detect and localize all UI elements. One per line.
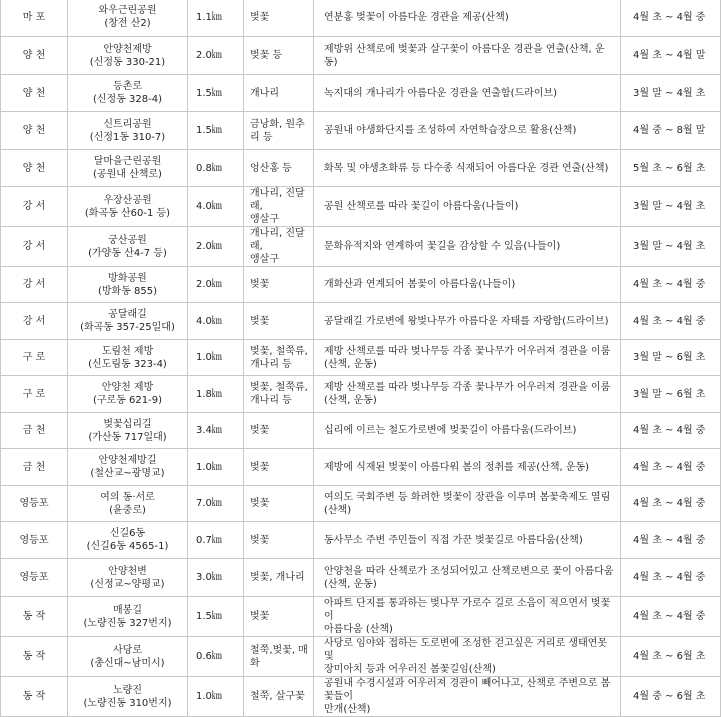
- place-line: 사당로: [113, 644, 142, 656]
- place-line: 방화공원: [108, 272, 147, 284]
- flowers-line: 벚꽃: [250, 11, 270, 23]
- description-line: 공달래길 가로변에 왕벚나무가 아름다운 자태를 자랑함(드라이브): [324, 315, 609, 327]
- place-cell: [68, 187, 188, 227]
- length-cell: 1.1㎞: [188, 0, 244, 37]
- length-cell: 1.5㎞: [188, 112, 244, 150]
- table-row: [1, 677, 721, 717]
- description-cell: [314, 112, 621, 150]
- place-line: (구로동 621-9): [92, 395, 163, 406]
- place-line: 궁산공원: [108, 234, 147, 246]
- place-cell: [68, 150, 188, 187]
- description-cell: [314, 413, 621, 449]
- district-cell: 양 천: [1, 37, 68, 75]
- place-line: 달마을근린공원: [93, 156, 162, 167]
- description-cell: [314, 449, 621, 486]
- flowers-cell: [244, 150, 314, 187]
- table-row: [1, 267, 721, 303]
- place-line: (신길6동 4565-1): [86, 541, 169, 552]
- district-cell: 양 천: [1, 112, 68, 150]
- description-cell: [314, 187, 621, 227]
- place-line: 매봉길: [113, 604, 142, 616]
- description-cell: [314, 340, 621, 376]
- flowers-line: 벚꽃: [250, 498, 270, 509]
- place-cell: [68, 227, 188, 267]
- period-cell: 4월 초 ~ 4월 중: [621, 267, 721, 303]
- length-cell: 3.0㎞: [188, 559, 244, 597]
- description-cell: [314, 0, 621, 37]
- description-cell: [314, 637, 621, 677]
- place-line: (가산동 717일대): [88, 431, 167, 443]
- district-cell: 동 작: [1, 597, 68, 637]
- table-row: [1, 112, 721, 150]
- flowers-cell: [244, 112, 314, 150]
- table-row: [1, 376, 721, 413]
- district-cell: 영등포: [1, 522, 68, 559]
- flowers-cell: [244, 413, 314, 449]
- district-cell: 동 작: [1, 677, 68, 717]
- table-body: [1, 0, 721, 717]
- period-cell: 4월 초 ~ 4월 중: [621, 597, 721, 637]
- place-line: (철산교~광명교): [90, 468, 165, 479]
- place-line: 와우근린공원: [98, 5, 157, 16]
- place-line: 안양천제방: [103, 43, 152, 55]
- place-cell: [68, 267, 188, 303]
- description-cell: [314, 267, 621, 303]
- flowers-line: 철쭉,벚꽃, 매화: [250, 644, 308, 669]
- description-cell: [314, 75, 621, 112]
- description-line: 아파트 단지를 통과하는 벚나무 가로수 길로 소음이 적으면서 벚꽃이: [324, 598, 611, 622]
- description-line: 제방에 식재된 벚꽃이 아름다워 봄의 정취를 제공(산책, 운동): [324, 461, 590, 473]
- description-line: (산책, 운동): [324, 578, 377, 590]
- place-line: (노량진동 310번지): [83, 697, 172, 709]
- length-cell: 1.5㎞: [188, 75, 244, 112]
- place-cell: [68, 37, 188, 75]
- place-line: (화곡동 357-25일대): [80, 322, 175, 333]
- place-line: (방화동 855): [97, 285, 158, 297]
- flowers-cell: [244, 303, 314, 340]
- place-line: 안양천변: [108, 565, 147, 577]
- table-row: [1, 0, 721, 37]
- place-line: (신정동 330-21): [89, 56, 166, 68]
- place-cell: [68, 376, 188, 413]
- place-line: 노량진: [113, 684, 142, 696]
- description-line: 공원내 야생화단지를 조성하여 자연학습장으로 활용(산책): [324, 125, 577, 136]
- district-cell: 강 서: [1, 267, 68, 303]
- flowers-line: 개나리 등: [250, 358, 292, 370]
- description-cell: [314, 677, 621, 717]
- length-cell: 1.0㎞: [188, 449, 244, 486]
- place-line: (창전 산2): [104, 18, 151, 29]
- description-line: 아름다움 (산책): [324, 624, 393, 635]
- description-line: 녹지대의 개나리가 아름다운 경관을 연출함(드라이브): [324, 87, 558, 99]
- length-cell: 1.8㎞: [188, 376, 244, 413]
- period-cell: 4월 초 ~ 4월 말: [621, 37, 721, 75]
- flowers-line: 벚꽃, 철쭉류,: [250, 382, 308, 393]
- flowers-cell: [244, 597, 314, 637]
- place-line: (신도림동 323-4): [88, 358, 167, 370]
- flowers-cell: [244, 449, 314, 486]
- description-cell: [314, 597, 621, 637]
- table-row: [1, 187, 721, 227]
- period-cell: 4월 초 ~ 4월 중: [621, 413, 721, 449]
- description-cell: [314, 303, 621, 340]
- period-cell: 4월 초 ~ 4월 중: [621, 449, 721, 486]
- place-line: (화곡동 산60-1 등): [84, 207, 171, 219]
- length-cell: 0.7㎞: [188, 522, 244, 559]
- flowers-line: 엉산홍 등: [250, 162, 292, 174]
- description-cell: [314, 227, 621, 267]
- flowers-line: 개나리, 진달래,: [250, 228, 305, 252]
- table-row: [1, 150, 721, 187]
- flowers-line: 금낭화, 원추리 등: [250, 118, 305, 143]
- place-line: (가양동 산4-7 등): [88, 247, 167, 259]
- description-line: 제방 산책로를 따라 벚나무등 각종 꽃나무가 어우러져 경관을 이룸(산책, 운동): [324, 345, 611, 370]
- table-row: [1, 340, 721, 376]
- period-cell: 3월 말 ~ 6월 초: [621, 376, 721, 413]
- period-cell: 4월 초 ~ 4월 중: [621, 559, 721, 597]
- flowers-cell: [244, 37, 314, 75]
- flowers-cell: [244, 0, 314, 37]
- period-cell: 4월 초 ~ 4월 중: [621, 0, 721, 37]
- period-cell: 4월 초 ~ 4월 중: [621, 486, 721, 522]
- place-line: 안양천 제방: [101, 382, 154, 393]
- description-line: 동사무소 주변 주민들이 직접 가꾼 벚꽃길로 아름다움(산책): [324, 534, 583, 546]
- length-cell: 2.0㎞: [188, 267, 244, 303]
- flowers-line: 벚꽃, 철쭉류,: [250, 345, 308, 357]
- district-cell: 강 서: [1, 187, 68, 227]
- place-line: (신정동 328-4): [92, 94, 163, 105]
- flowers-cell: [244, 677, 314, 717]
- flowers-cell: [244, 75, 314, 112]
- place-cell: [68, 0, 188, 37]
- place-line: 여의 동·서로: [100, 491, 155, 503]
- period-cell: 4월 초 ~ 6월 초: [621, 637, 721, 677]
- district-cell: 영등포: [1, 559, 68, 597]
- length-cell: 1.5㎞: [188, 597, 244, 637]
- description-line: 장미아치 등과 어우러진 봄꽃길임(산책): [324, 664, 496, 675]
- length-cell: 3.4㎞: [188, 413, 244, 449]
- district-cell: 마 포: [1, 0, 68, 37]
- description-line: 제방위 산책로에 벚꽃과 살구꽃이 아름다운 경관을 연출(산책, 운동): [324, 43, 605, 68]
- place-line: 안양천제방길: [98, 455, 157, 466]
- place-line: 신트리공원: [103, 118, 152, 130]
- table-row: [1, 637, 721, 677]
- place-cell: [68, 486, 188, 522]
- place-line: 신길6동: [109, 528, 146, 539]
- table-row: [1, 449, 721, 486]
- period-cell: 3월 말 ~ 4월 초: [621, 187, 721, 227]
- place-line: (노량진동 327번지): [83, 617, 172, 629]
- description-line: 여의도 국회주변 등 화려한 벚꽃이 장관을 이루며 봄꽃축제도 열림(산책): [324, 491, 611, 516]
- description-line: 만개(산책): [324, 704, 371, 715]
- flowers-line: 앵살구: [250, 254, 279, 265]
- district-cell: 금 천: [1, 413, 68, 449]
- description-cell: [314, 37, 621, 75]
- description-cell: [314, 376, 621, 413]
- length-cell: 2.0㎞: [188, 227, 244, 267]
- flowers-line: 벚꽃: [250, 611, 270, 622]
- flowers-cell: [244, 486, 314, 522]
- district-cell: 영등포: [1, 486, 68, 522]
- description-cell: [314, 150, 621, 187]
- place-cell: [68, 340, 188, 376]
- flowers-cell: [244, 376, 314, 413]
- flowers-line: 개나리: [250, 87, 279, 99]
- place-line: 도림천 제방: [101, 345, 154, 357]
- length-cell: 0.8㎞: [188, 150, 244, 187]
- table-row: [1, 413, 721, 449]
- place-cell: [68, 522, 188, 559]
- description-line: 개화산과 연계되어 봄꽃이 아름다움(나들이): [324, 279, 516, 290]
- description-line: 화목 및 야생초화류 등 다수종 식재되어 아름다운 경관 연출(산책): [324, 162, 609, 174]
- district-cell: 구 로: [1, 340, 68, 376]
- place-line: (신정1동 310-7): [89, 131, 166, 143]
- period-cell: 5월 초 ~ 6월 초: [621, 150, 721, 187]
- flowers-line: 벚꽃: [250, 425, 270, 436]
- place-line: 등촌로: [113, 81, 142, 92]
- table-row: [1, 37, 721, 75]
- place-line: (총신대~남미시): [90, 657, 165, 669]
- flowers-line: 벚꽃: [250, 279, 270, 290]
- place-cell: [68, 75, 188, 112]
- flowers-cell: [244, 559, 314, 597]
- period-cell: 3월 말 ~ 4월 초: [621, 227, 721, 267]
- flowers-cell: [244, 187, 314, 227]
- table-row: [1, 227, 721, 267]
- place-cell: [68, 559, 188, 597]
- period-cell: 4월 중 ~ 8월 말: [621, 112, 721, 150]
- length-cell: 1.0㎞: [188, 340, 244, 376]
- table-row: [1, 303, 721, 340]
- place-cell: [68, 597, 188, 637]
- description-line: 안양천을 따라 산책로가 조성되어있고 산책로변으로 꽃이 아름다움: [324, 565, 614, 577]
- period-cell: 3월 말 ~ 4월 초: [621, 75, 721, 112]
- description-line: 문화유적지와 연계하여 꽃길을 감상할 수 있음(나들이): [324, 241, 561, 252]
- length-cell: 4.0㎞: [188, 187, 244, 227]
- description-line: 공원내 수경시설과 어우러져 경관이 빼어나고, 산책로 주변으로 봄꽃들이: [324, 678, 611, 702]
- district-cell: 구 로: [1, 376, 68, 413]
- flowers-line: 개나리 등: [250, 395, 292, 406]
- length-cell: 4.0㎞: [188, 303, 244, 340]
- period-cell: 4월 초 ~ 4월 중: [621, 522, 721, 559]
- period-cell: 4월 초 ~ 4월 중: [621, 303, 721, 340]
- table-row: [1, 522, 721, 559]
- place-line: 벚꽃십리길: [103, 418, 152, 430]
- description-line: 사당로 임야와 접하는 도로변에 조성한 걷고싶은 거리로 생태연못 및: [324, 638, 608, 662]
- flowers-cell: [244, 637, 314, 677]
- place-line: (신정교~양평교): [90, 578, 165, 590]
- district-cell: 강 서: [1, 303, 68, 340]
- description-line: 연분홍 벚꽃이 아름다운 경관을 제공(산책): [324, 11, 509, 23]
- place-cell: [68, 112, 188, 150]
- description-cell: [314, 486, 621, 522]
- place-cell: [68, 449, 188, 486]
- description-line: 공원 산책로를 따라 꽃길이 아름다움(나들이): [324, 201, 519, 212]
- flowers-cell: [244, 267, 314, 303]
- description-line: 제방 산책로를 따라 벚나무등 각종 꽃나무가 어우러져 경관을 이룸(산책, 운동): [324, 382, 611, 406]
- description-cell: [314, 559, 621, 597]
- length-cell: 2.0㎞: [188, 37, 244, 75]
- period-cell: 3월 말 ~ 6월 초: [621, 340, 721, 376]
- district-cell: 양 천: [1, 75, 68, 112]
- place-line: 우장산공원: [103, 194, 152, 206]
- place-cell: [68, 413, 188, 449]
- flowers-line: 개나리, 진달래,: [250, 188, 305, 212]
- table-row: [1, 75, 721, 112]
- flowers-cell: [244, 340, 314, 376]
- flowers-line: 벚꽃, 개나리: [250, 572, 305, 583]
- period-cell: 4월 중 ~ 6월 초: [621, 677, 721, 717]
- length-cell: 1.0㎞: [188, 677, 244, 717]
- flowers-line: 앵살구: [250, 214, 279, 225]
- length-cell: 7.0㎞: [188, 486, 244, 522]
- flowers-cell: [244, 227, 314, 267]
- description-cell: [314, 522, 621, 559]
- flowers-line: 철쭉, 살구꽃: [250, 691, 305, 702]
- length-cell: 0.6㎞: [188, 637, 244, 677]
- place-cell: [68, 677, 188, 717]
- place-cell: [68, 637, 188, 677]
- flowers-line: 벚꽃: [250, 461, 270, 473]
- place-line: (공원내 산책로): [93, 169, 162, 180]
- flowers-line: 벚꽃: [250, 315, 270, 327]
- table-row: [1, 597, 721, 637]
- table-row: [1, 486, 721, 522]
- table-row: [1, 559, 721, 597]
- district-cell: 양 천: [1, 150, 68, 187]
- place-cell: [68, 303, 188, 340]
- flowers-cell: [244, 522, 314, 559]
- flowers-line: 벚꽃 등: [250, 50, 283, 61]
- description-line: 십리에 이르는 철도가로변에 벚꽃길이 아름다움(드라이브): [324, 425, 577, 436]
- district-cell: 강 서: [1, 227, 68, 267]
- flowers-line: 벚꽃: [250, 534, 270, 546]
- place-line: (윤중로): [109, 504, 146, 516]
- place-line: 공달래길: [108, 309, 147, 320]
- district-cell: 동 작: [1, 637, 68, 677]
- district-cell: 금 천: [1, 449, 68, 486]
